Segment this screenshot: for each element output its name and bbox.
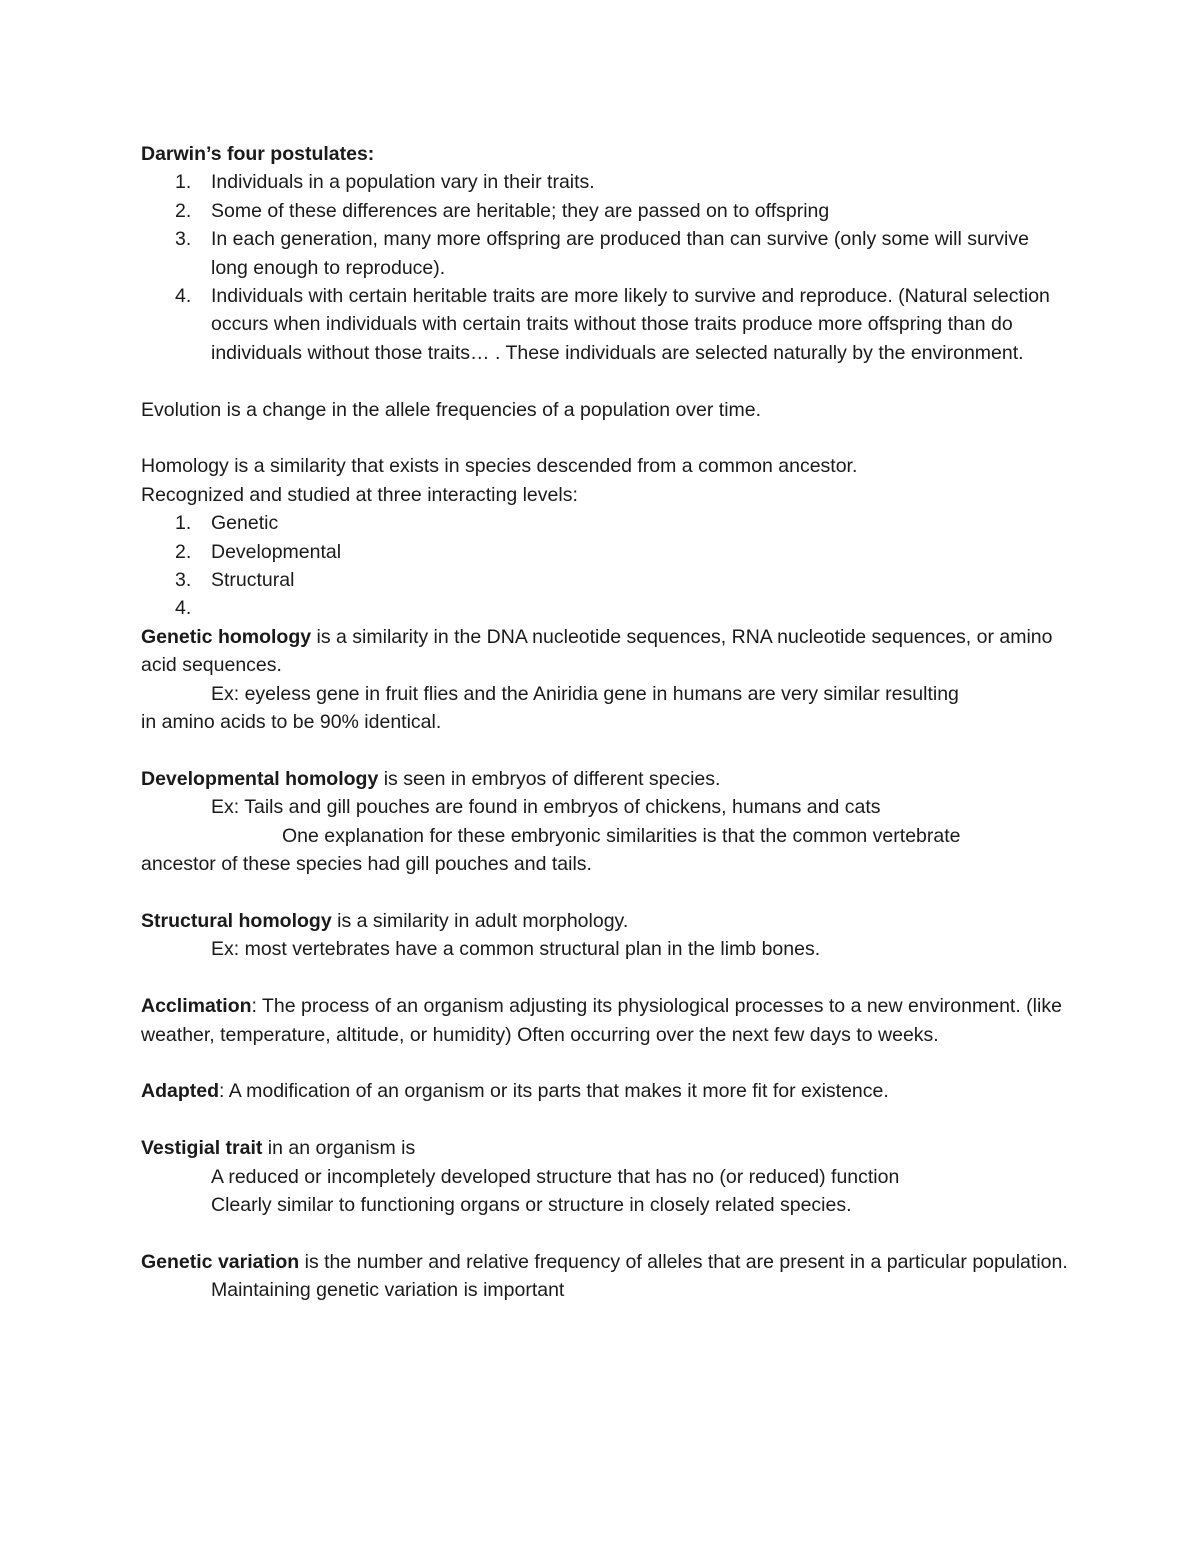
genetic-homology-section <box>141 623 1071 737</box>
vestigial-point-2: Clearly similar to functioning organs or structure in closely related species. <box>211 1193 852 1216</box>
structural-homology-definition: Structural homology is a similarity in adult morphology. <box>141 909 629 932</box>
vestigial-definition: Vestigial trait in an organism is <box>141 1137 416 1160</box>
developmental-homology-explanation-continued: ancestor of these species had gill pouches and tails. <box>141 853 592 876</box>
document-body <box>141 140 1071 1333</box>
adapted-section <box>141 1077 1071 1105</box>
list-item: 2. Some of these differences are heritable; they are passed on to offspring <box>175 199 830 222</box>
genetic-homology-definition: Genetic homology is a similarity in the DNA nucleotide sequences, RNA nucleotide sequences, or amino acid sequences. <box>141 625 1053 677</box>
vestigial-point-1: A reduced or incompletely developed structure that has no (or reduced) function <box>211 1165 900 1188</box>
evolution-text: Evolution is a change in the allele frequencies of a population over time. <box>141 398 762 421</box>
postulates-list <box>141 168 1071 367</box>
genetic-homology-example-continued: in amino acids to be 90% identical. <box>141 711 442 734</box>
list-item: 1. Genetic <box>175 512 279 535</box>
adapted-definition: Adapted: A modification of an organism or its parts that makes it more fit for existence. <box>141 1080 889 1103</box>
homology-levels-list <box>141 509 1071 623</box>
genetic-variation-section <box>141 1248 1071 1305</box>
homology-definition: Homology is a similarity that exists in species descended from a common ancestor. <box>141 455 858 478</box>
list-item: 3. Structural <box>175 569 295 592</box>
genetic-variation-definition: Genetic variation is the number and relative frequency of alleles that are present in a particular population. <box>141 1250 1068 1273</box>
vestigial-section <box>141 1134 1071 1219</box>
structural-homology-section <box>141 907 1071 964</box>
homology-levels-intro: Recognized and studied at three interacting levels: <box>141 483 578 506</box>
list-item: 4. Individuals with certain heritable traits are more likely to survive and reproduce. (Natural selection occurs when individuals with certain traits without those traits produce more offspring than do individuals without those traits… . These individuals are selected naturally by the environment. <box>175 285 1050 364</box>
genetic-homology-example: Ex: eyeless gene in fruit flies and the Aniridia gene in humans are very similar resulting <box>211 682 959 705</box>
evolution-paragraph <box>141 396 1071 424</box>
acclimation-section <box>141 992 1071 1049</box>
list-item: 4. <box>175 597 192 620</box>
developmental-homology-example: Ex: Tails and gill pouches are found in embryos of chickens, humans and cats <box>211 796 881 819</box>
developmental-homology-explanation: One explanation for these embryonic similarities is that the common vertebrate <box>282 824 961 847</box>
list-item: 2. Developmental <box>175 540 342 563</box>
developmental-homology-section <box>141 765 1071 879</box>
structural-homology-example: Ex: most vertebrates have a common structural plan in the limb bones. <box>211 938 821 961</box>
developmental-homology-definition: Developmental homology is seen in embryos of different species. <box>141 767 721 790</box>
postulates-heading: Darwin’s four postulates: <box>141 143 375 165</box>
homology-section <box>141 452 1071 622</box>
postulates-section <box>141 140 1071 367</box>
acclimation-definition: Acclimation: The process of an organism adjusting its physiological processes to a new environment. (like weather, temperature, altitude, or humidity) Often occurring over the next few days to weeks. <box>141 995 1062 1046</box>
genetic-variation-note: Maintaining genetic variation is important <box>211 1279 565 1302</box>
list-item: 3. In each generation, many more offspring are produced than can survive (only some will survive long enough to reproduce). <box>175 228 1029 279</box>
list-item: 1. Individuals in a population vary in their traits. <box>175 171 595 194</box>
